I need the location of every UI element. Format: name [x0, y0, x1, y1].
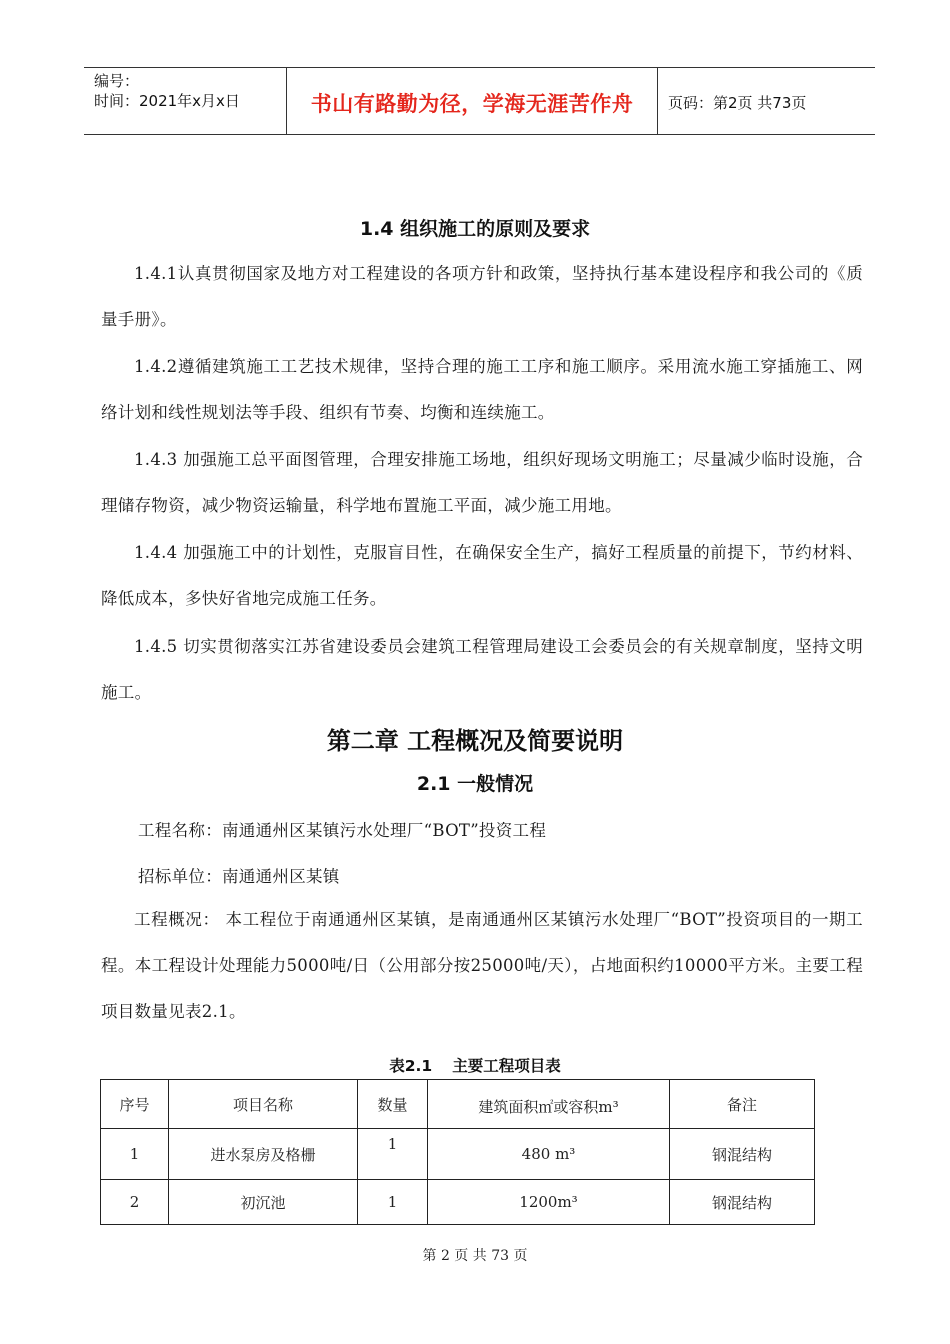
cell-project-name: 初沉池	[169, 1180, 358, 1225]
document-header	[84, 67, 875, 135]
paragraph-1-4-1: 1.4.1认真贯彻国家及地方对工程建设的各项方针和政策，坚持执行基本建设程序和我公司的《质量手册》。	[101, 264, 863, 329]
header-meta	[84, 68, 286, 134]
paragraph-1-4-5: 1.4.5 切实贯彻落实江苏省建设委员会建筑工程管理局建设工会委员会的有关规章制度，坚持文明施工。	[101, 637, 863, 702]
section-1-4-title: 1.4 组织施工的原则及要求	[359, 218, 591, 240]
col-header-index: 序号	[101, 1080, 169, 1129]
table-row	[101, 1180, 815, 1225]
bidder-line: 招标单位：南通通州区某镇	[138, 867, 340, 886]
page-footer: 第 2 页 共 73 页	[422, 1248, 528, 1264]
table-caption	[0, 1054, 950, 1076]
header-page-info: 页码：第2页 共73页	[668, 94, 807, 112]
cell-index: 2	[101, 1180, 169, 1225]
paragraph-1-4-3: 1.4.3 加强施工总平面图管理，合理安排施工场地，组织好现场文明施工；尽量减少临时设施，合理储存物资，减少物资运输量，科学地布置施工平面，减少施工用地。	[101, 450, 863, 515]
paragraph-1-4-2: 1.4.2遵循建筑施工工艺技术规律，坚持合理的施工工序和施工顺序。采用流水施工穿插施工、网络计划和线性规划法等手段、组织有节奏、均衡和连续施工。	[101, 357, 863, 422]
serial-number-label: 编号：	[94, 72, 140, 90]
main-projects-table	[100, 1079, 815, 1225]
cell-area-volume: 480 m³	[428, 1129, 670, 1180]
table-number: 表2.1	[389, 1057, 433, 1075]
col-header-quantity: 数量	[358, 1080, 428, 1129]
col-header-remarks: 备注	[670, 1080, 815, 1129]
section-2-1-title: 2.1 一般情况	[416, 773, 534, 795]
table-header-row	[101, 1080, 815, 1129]
date-label: 时间：2021年x月x日	[94, 92, 240, 110]
col-header-area-volume: 建筑面积㎡或容积m³	[428, 1080, 670, 1129]
project-overview-paragraph: 工程概况： 本工程位于南通通州区某镇，是南通通州区某镇污水处理厂“BOT”投资项目的一期工程。本工程设计处理能力5000吨/日（公用部分按25000吨/天），占地面积约10000平方米。主要工程项目数量见表2.1。	[101, 910, 863, 1021]
table-row	[101, 1129, 815, 1180]
cell-area-volume: 1200m³	[428, 1180, 670, 1225]
paragraph-1-4-4: 1.4.4 加强施工中的计划性，克服盲目性，在确保安全生产，搞好工程质量的前提下，节约材料、降低成本，多快好省地完成施工任务。	[101, 543, 863, 608]
col-header-project-name: 项目名称	[169, 1080, 358, 1129]
cell-project-name: 进水泵房及格栅	[169, 1129, 358, 1180]
cell-quantity: 1	[358, 1129, 428, 1180]
cell-index: 1	[101, 1129, 169, 1180]
table-title: 主要工程项目表	[452, 1057, 561, 1075]
cell-quantity: 1	[358, 1180, 428, 1225]
cell-remarks: 钢混结构	[670, 1129, 815, 1180]
cell-remarks: 钢混结构	[670, 1180, 815, 1225]
project-name-line: 工程名称：南通通州区某镇污水处理厂“BOT”投资工程	[138, 821, 547, 840]
header-motto: 书山有路勤为径，学海无涯苦作舟	[286, 68, 658, 134]
chapter-2-title: 第二章 工程概况及简要说明	[326, 727, 624, 755]
